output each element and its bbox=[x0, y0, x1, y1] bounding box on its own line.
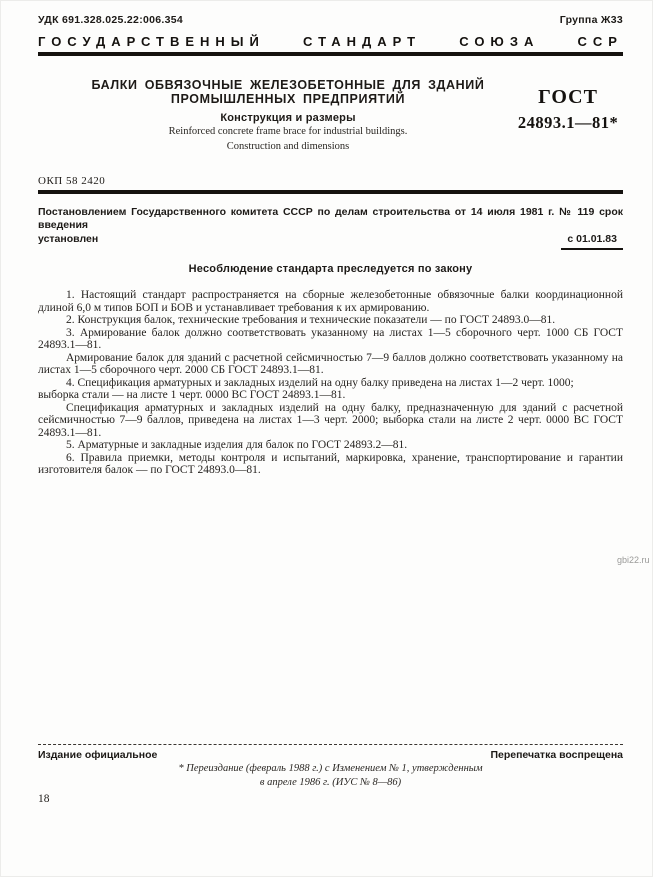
clause-1: 1. Настоящий стандарт распространяется на сборные железобетонные обвязочные балки координационной длиной 6,0 м типов БОП и БОВ и устанавливает требования к их армированию. bbox=[38, 289, 623, 314]
state-header-word-4: ССР bbox=[577, 34, 623, 49]
title-zone bbox=[38, 78, 623, 153]
reprint-prohibited-label: Перепечатка воспрещена bbox=[490, 749, 623, 761]
clause-5: 5. Арматурные и закладные изделия для балок по ГОСТ 24893.2—81. bbox=[66, 439, 408, 451]
title-ru-line2: ПРОМЫШЛЕННЫХ ПРЕДПРИЯТИЙ bbox=[170, 92, 406, 106]
official-edition-label: Издание официальное bbox=[38, 749, 158, 761]
page-number: 18 bbox=[38, 793, 50, 805]
page-content bbox=[38, 0, 623, 477]
clause-4-steel: выборка стали — на листе 1 черт. 0000 ВС ГОСТ 24893.1—81. bbox=[38, 389, 346, 401]
reissue-note-line2: в апреле 1986 г. (ИУС № 8—86) bbox=[259, 776, 402, 788]
meta-row bbox=[38, 14, 623, 26]
title-ru-line1: БАЛКИ ОБВЯЗОЧНЫЕ ЖЕЛЕЗОБЕТОННЫЕ ДЛЯ ЗДАНИЙ bbox=[91, 78, 485, 92]
footer bbox=[38, 744, 623, 789]
decree-text: Постановлением Государственного комитета СССР по делам строительства от 14 июля 1981 г. № 119 срок введения bbox=[38, 206, 623, 231]
title-en-line2: Construction and dimensions bbox=[226, 140, 350, 152]
clause-4: 4. Спецификация арматурных и закладных изделий на одну балку приведена на листах 1—2 черт. 1000; bbox=[66, 376, 574, 389]
title-rule bbox=[38, 190, 623, 194]
title-subtitle: Конструкция и размеры bbox=[220, 112, 356, 124]
title-en-line1: Reinforced concrete frame brace for industrial buildings. bbox=[168, 126, 408, 137]
clause-2: 2. Конструкция балок, технические требования и технические показатели — по ГОСТ 24893.0—81. bbox=[66, 314, 556, 326]
state-standard-header bbox=[38, 34, 623, 49]
watermark-text: gbi22.ru bbox=[617, 555, 650, 565]
reissue-note-line1: * Переиздание (февраль 1988 г.) с Изменением № 1, утвержденным bbox=[178, 763, 483, 774]
state-header-word-2: СТАНДАРТ bbox=[303, 34, 422, 49]
title-block bbox=[73, 78, 503, 153]
clause-3: 3. Армирование балок должно соответствовать указанному на листах 1—5 сборочного черт. 1000 СБ ГОСТ 24893.1—81. bbox=[38, 326, 623, 351]
state-header-word-1: ГОСУДАРСТВЕННЫЙ bbox=[38, 34, 265, 49]
state-header-word-3: СОЮЗА bbox=[459, 34, 540, 49]
effective-date: с 01.01.83 bbox=[561, 233, 623, 250]
header-rule bbox=[38, 52, 623, 56]
clause-6: 6. Правила приемки, методы контроля и испытаний, маркировка, хранение, транспортирование и гарантии изготовителя балок — по ГОСТ 24893.0—81. bbox=[38, 451, 623, 476]
decree-established: установлен bbox=[38, 233, 99, 245]
gost-number: 24893.1—81* bbox=[517, 113, 619, 132]
decree-line2 bbox=[38, 233, 623, 250]
body-text bbox=[38, 289, 623, 477]
gost-designation bbox=[513, 86, 623, 153]
footer-rule bbox=[38, 744, 623, 745]
group-code: Группа Ж33 bbox=[559, 14, 623, 26]
clause-3-seismic: Армирование балок для зданий с расчетной сейсмичностью 7—9 баллов должно соответствовать указанному на листах 1—5 сборочного черт. 2000 СБ ГОСТ 24893.1—81. bbox=[38, 351, 623, 376]
udk-code: УДК 691.328.025.22:006.354 bbox=[38, 14, 184, 26]
decree-block bbox=[38, 206, 623, 250]
reissue-note bbox=[38, 762, 623, 789]
law-notice: Несоблюдение стандарта преследуется по закону bbox=[188, 263, 473, 275]
gost-label: ГОСТ bbox=[538, 86, 598, 108]
clause-4-seismic-spec: Спецификация арматурных и закладных изделий на одну балку, предназначенную для зданий с расчетной сейсмичностью 7—9 баллов, приведена на листах 1—3 черт. 2000; выборка стали на листе 2 черт. 0000 ВС ГОСТ 24893.1—81. bbox=[38, 401, 623, 439]
footer-row bbox=[38, 749, 623, 761]
okp-code: ОКП 58 2420 bbox=[38, 175, 106, 187]
